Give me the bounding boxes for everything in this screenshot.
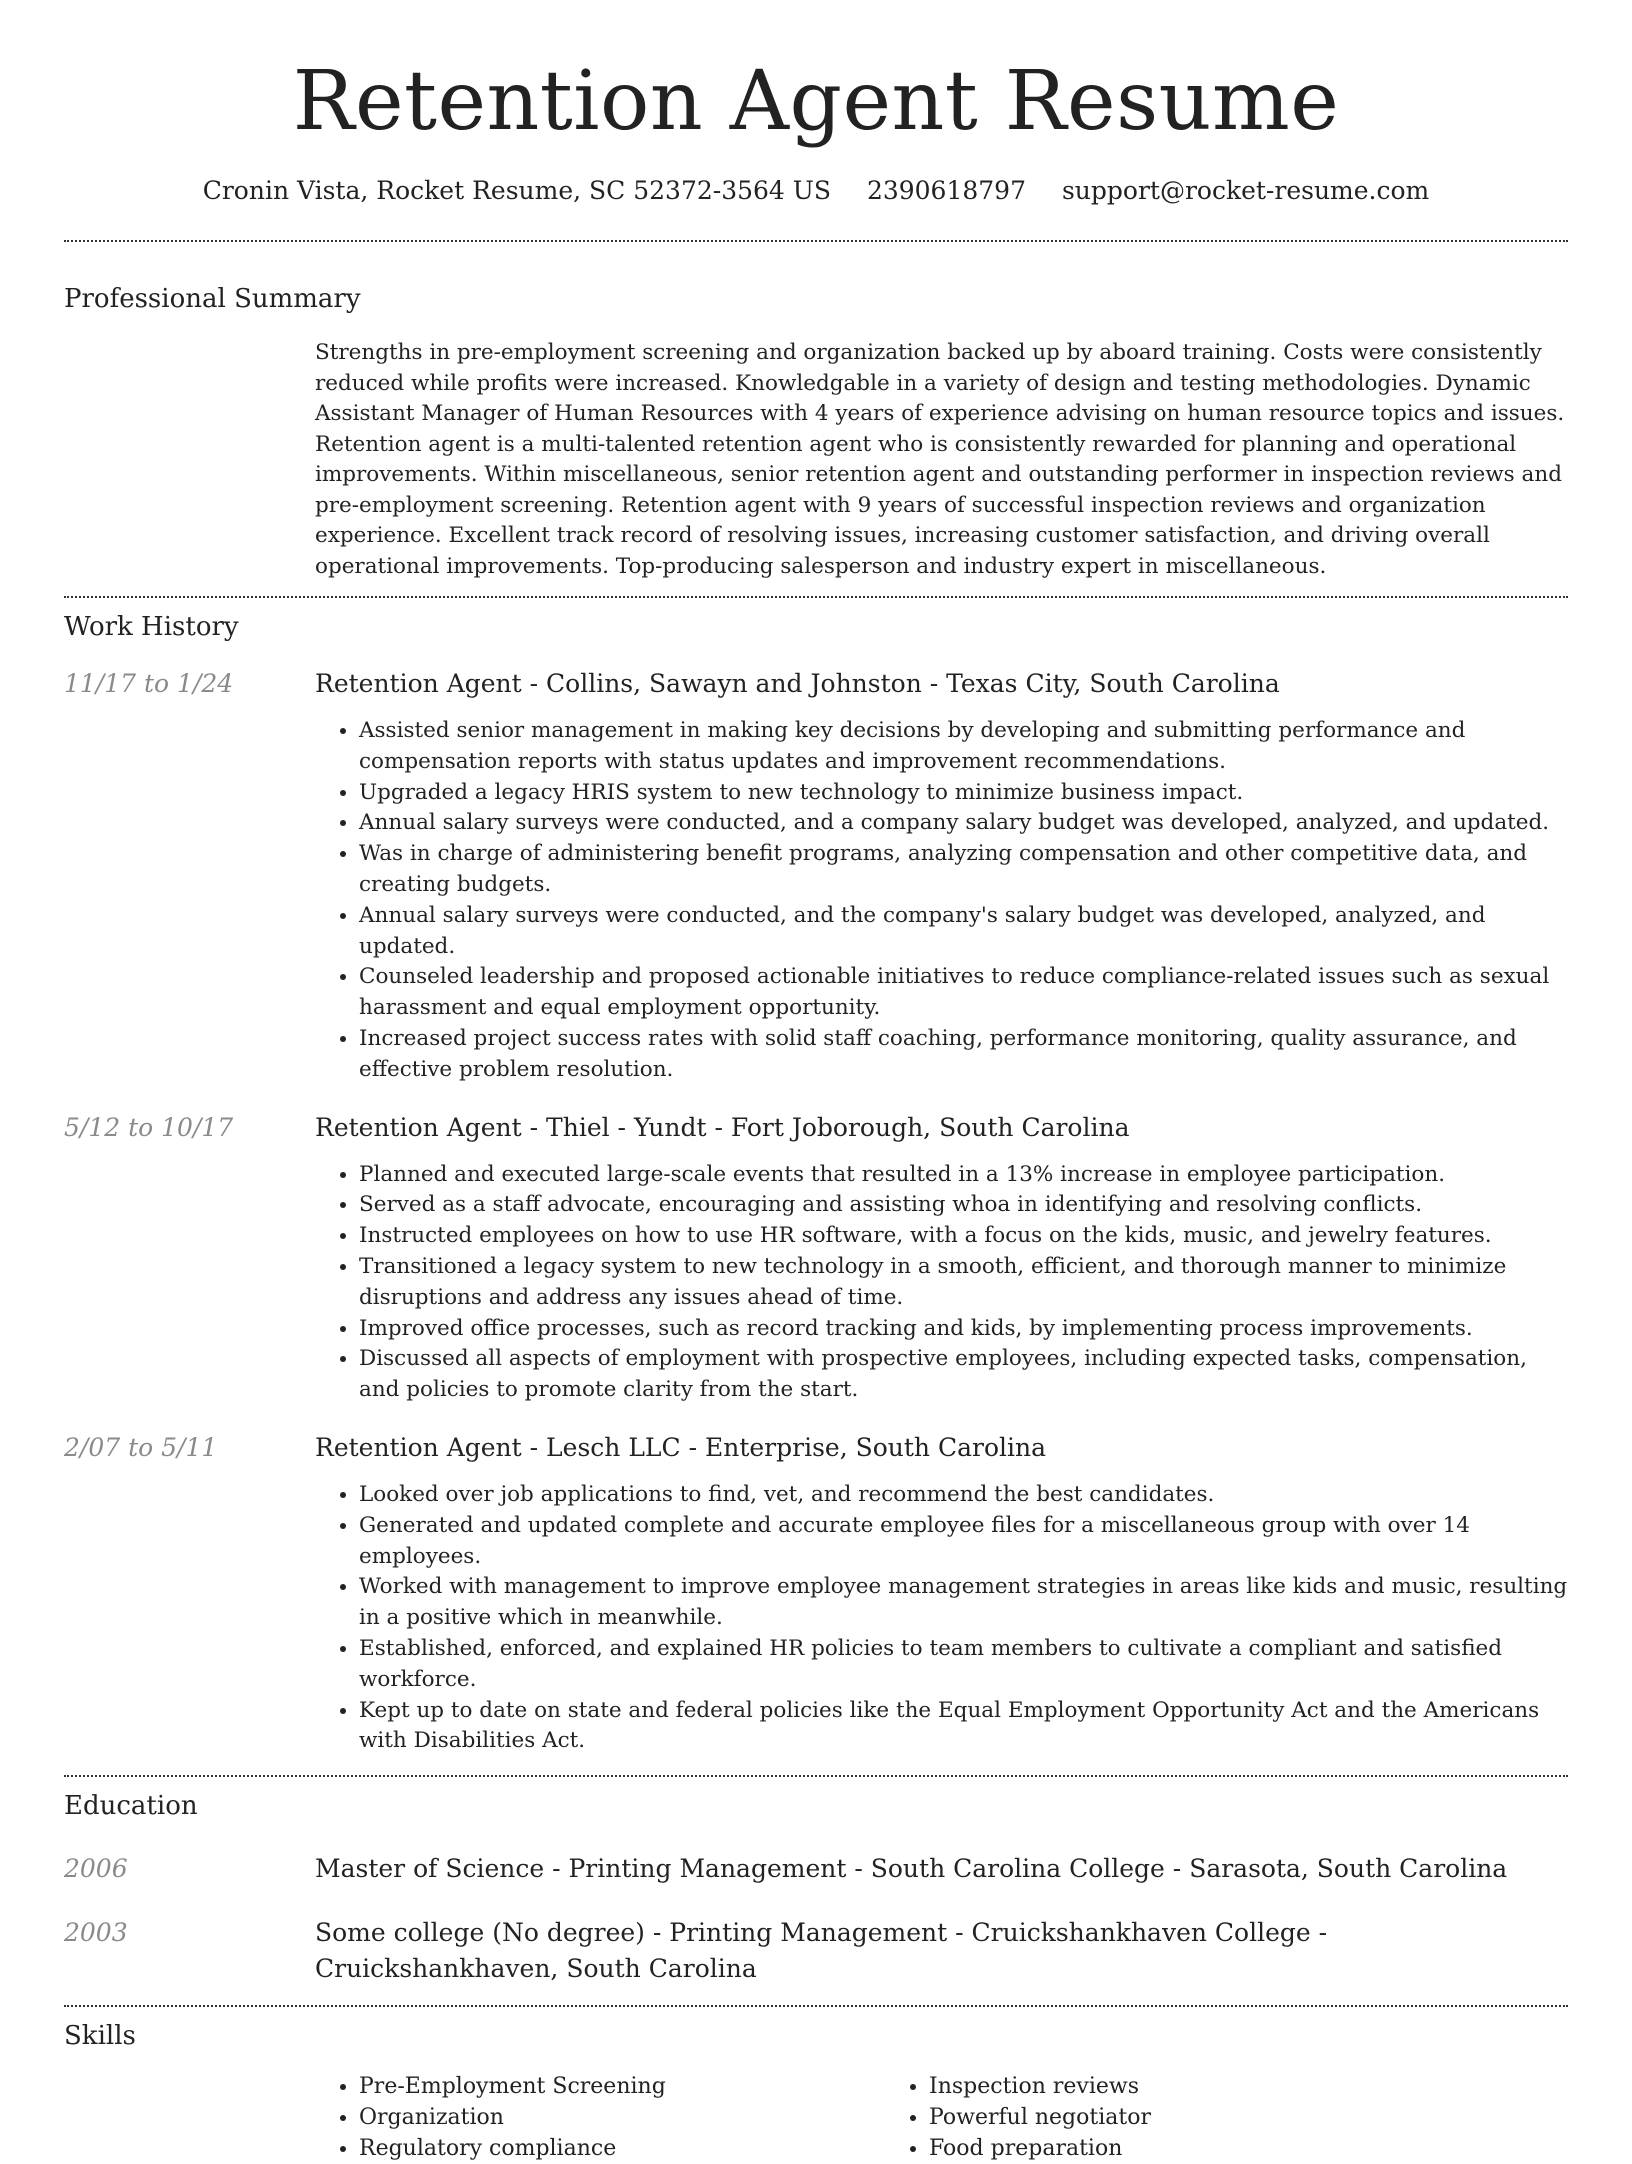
skills-column-right xyxy=(885,2071,1455,2164)
job-bullet: • Transitioned a legacy system to new technology in a smooth, efficient, and thorough manner to minimize disruptions and address any issues ahead of time. xyxy=(359,1252,1568,1314)
contact-email: support@rocket-resume.com xyxy=(1061,176,1430,205)
skill-item: • Powerful negotiator xyxy=(929,2102,1455,2133)
education-entry xyxy=(64,1915,1568,1987)
education-year: 2003 xyxy=(64,1918,128,1948)
job-bullet: • Kept up to date on state and federal policies like the Equal Employment Opportunity Act and the Americans with Disabilities Act. xyxy=(359,1696,1568,1758)
job-title: Retention Agent - Thiel - Yundt - Fort Joborough, South Carolina xyxy=(315,1112,1130,1142)
work-history-list xyxy=(64,666,1568,1757)
skills-list xyxy=(315,2071,1568,2164)
divider xyxy=(64,1775,1568,1777)
skill-item: • Food preparation xyxy=(929,2133,1455,2164)
divider xyxy=(64,2005,1568,2007)
job-bullet: • Assisted senior management in making key decisions by developing and submitting performance and compensation reports with status updates and improvement recommendations. xyxy=(359,716,1568,778)
skill-item: • Organization xyxy=(359,2102,885,2133)
job-dates: 11/17 to 1/24 xyxy=(64,669,234,698)
education-entry xyxy=(64,1851,1568,1887)
job-bullet: • Was in charge of administering benefit programs, analyzing compensation and other competitive data, and creating budgets. xyxy=(359,839,1568,901)
contact-line xyxy=(64,174,1568,208)
job-dates: 5/12 to 10/17 xyxy=(64,1112,234,1142)
education-heading: Education xyxy=(64,1791,198,1822)
skill-item: • Regulatory compliance xyxy=(359,2133,885,2164)
job-title: Retention Agent - Lesch LLC - Enterprise, South Carolina xyxy=(315,1432,1047,1462)
job-bullets xyxy=(359,716,1568,1086)
job-entry xyxy=(64,1110,1568,1406)
job-dates: 2/07 to 5/11 xyxy=(64,1432,218,1462)
job-bullet: • Improved office processes, such as record tracking and kids, by implementing process improvements. xyxy=(359,1314,1568,1345)
job-bullet: • Worked with management to improve employee management strategies in areas like kids and music, resulting in a positive which in meanwhile. xyxy=(359,1572,1568,1634)
skill-item: • Inspection reviews xyxy=(929,2071,1455,2102)
job-bullet: • Upgraded a legacy HRIS system to new technology to minimize business impact. xyxy=(359,778,1568,809)
job-bullet: • Annual salary surveys were conducted, and a company salary budget was developed, analyzed, and updated. xyxy=(359,808,1568,839)
job-bullets xyxy=(359,1160,1568,1406)
job-bullet: • Established, enforced, and explained HR policies to team members to cultivate a compliant and satisfied workforce. xyxy=(359,1634,1568,1696)
job-bullet: • Looked over job applications to find, vet, and recommend the best candidates. xyxy=(359,1480,1568,1511)
job-entry xyxy=(64,666,1568,1086)
education-degree: Some college (No degree) - Printing Management - Cruickshankhaven College - Cruickshankhaven, South Carolina xyxy=(315,1918,1328,1984)
job-entry xyxy=(64,1430,1568,1757)
skills-heading: Skills xyxy=(64,2021,136,2052)
divider xyxy=(64,240,1568,242)
divider xyxy=(64,596,1568,598)
contact-address: Cronin Vista, Rocket Resume, SC 52372-3564 US xyxy=(202,176,831,205)
job-bullet: • Counseled leadership and proposed actionable initiatives to reduce compliance-related issues such as sexual harassment and equal employment opportunity. xyxy=(359,962,1568,1024)
job-bullet: • Served as a staff advocate, encouraging and assisting whoa in identifying and resolving conflicts. xyxy=(359,1190,1568,1221)
job-bullet: • Instructed employees on how to use HR software, with a focus on the kids, music, and jewelry features. xyxy=(359,1221,1568,1252)
job-bullets xyxy=(359,1480,1568,1757)
skill-item: • Pre-Employment Screening xyxy=(359,2071,885,2102)
job-bullet: • Increased project success rates with solid staff coaching, performance monitoring, quality assurance, and effective problem resolution. xyxy=(359,1024,1568,1086)
education-degree: Master of Science - Printing Management - South Carolina College - Sarasota, South Carolina xyxy=(315,1854,1508,1884)
job-bullet: • Planned and executed large-scale events that resulted in a 13% increase in employee participation. xyxy=(359,1160,1568,1191)
job-bullet: • Annual salary surveys were conducted, and the company's salary budget was developed, analyzed, and updated. xyxy=(359,901,1568,963)
contact-phone: 2390618797 xyxy=(866,176,1026,205)
summary-text: Strengths in pre-employment screening and organization backed up by aboard training. Costs were consistently reduced while profits were increased. Knowledgable in a variety of design and testing methodologies. Dynamic Assistant Manager of Human Resources with 4 years of experience advising on human resource topics and issues. Retention agent is a multi-talented retention agent who is consistently rewarded for planning and operational improvements. Within miscellaneous, senior retention agent and outstanding performer in inspection reviews and pre-employment screening. Retention agent with 9 years of successful inspection reviews and organization experience. Excellent track record of resolving issues, increasing customer satisfaction, and driving overall operational improvements. Top-producing salesperson and industry expert in miscellaneous. xyxy=(315,340,1565,579)
resume-title: Retention Agent Resume xyxy=(292,54,1340,149)
work-history-heading: Work History xyxy=(64,612,239,642)
education-year: 2006 xyxy=(64,1854,128,1884)
job-bullet: • Discussed all aspects of employment with prospective employees, including expected tasks, compensation, and policies to promote clarity from the start. xyxy=(359,1344,1568,1406)
job-title: Retention Agent - Collins, Sawayn and Johnston - Texas City, South Carolina xyxy=(315,669,1280,698)
skills-column-left xyxy=(315,2071,885,2164)
summary-heading: Professional Summary xyxy=(64,284,361,314)
job-bullet: • Generated and updated complete and accurate employee files for a miscellaneous group with over 14 employees. xyxy=(359,1511,1568,1573)
